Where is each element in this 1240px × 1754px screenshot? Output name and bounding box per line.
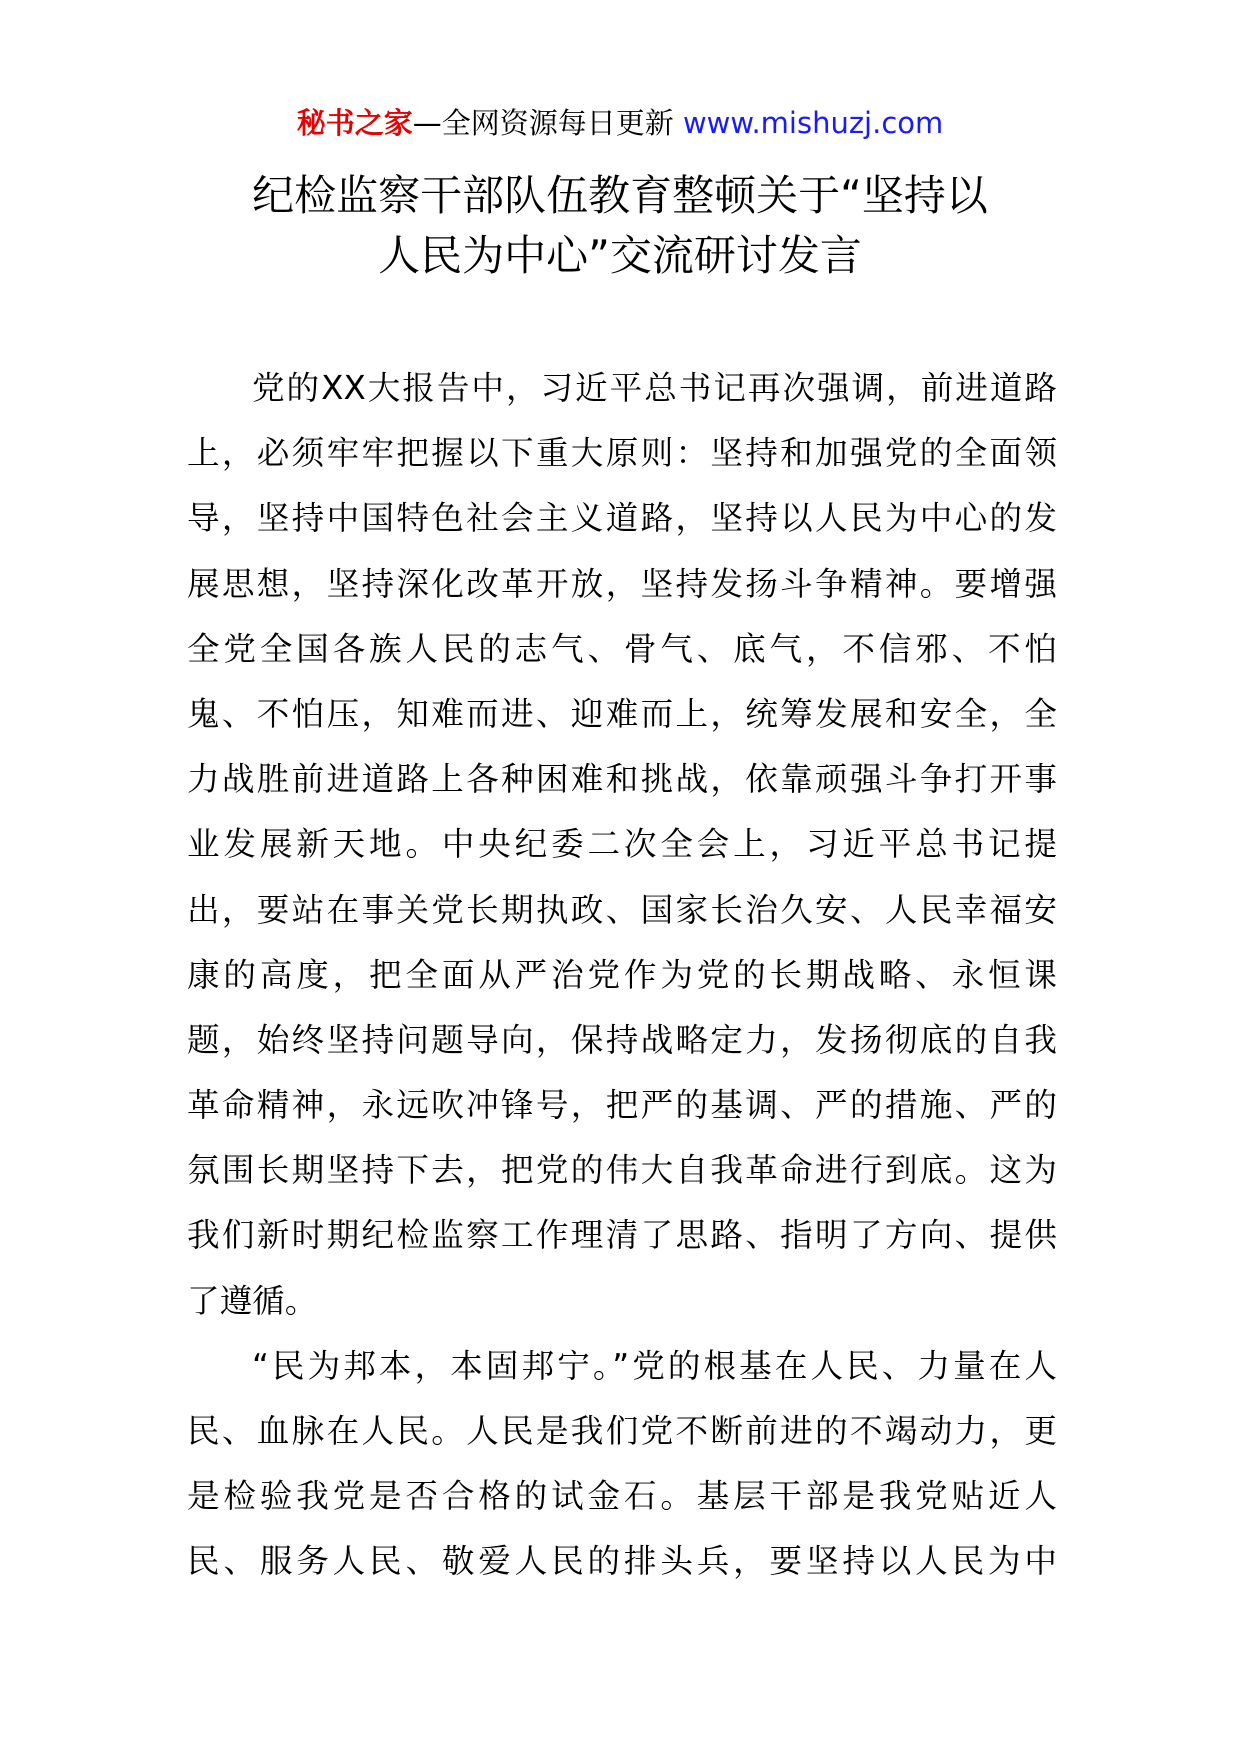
paragraph-line: 出，要站在事关党长期执政、国家长治久安、人民幸福安 xyxy=(187,890,1057,929)
paragraph-line: 康的高度，把全面从严治党作为党的长期战略、永恒课 xyxy=(187,955,1057,994)
paragraph-line: 全党全国各族人民的志气、骨气、底气，不信邪、不怕 xyxy=(187,629,1057,668)
paragraph-line: “民为邦本，本固邦宁。”党的根基在人民、力量在人 xyxy=(252,1346,1057,1385)
paragraph-line: 展思想，坚持深化改革开放，坚持发扬斗争精神。要增强 xyxy=(187,564,1057,603)
paragraph-line: 我们新时期纪检监察工作理清了思路、指明了方向、提供 xyxy=(187,1216,1057,1255)
paragraph-2 xyxy=(187,1334,1057,1595)
paragraph-line: 导，坚持中国特色社会主义道路，坚持以人民为中心的发 xyxy=(187,499,1057,538)
header-brand: 秘书之家 xyxy=(296,106,413,140)
header-tagline: —全网资源每日更新 xyxy=(412,106,674,140)
paragraph-line: 民、服务人民、敬爱人民的排头兵，要坚持以人民为中 xyxy=(187,1542,1057,1581)
title-line: 人民为中心”交流研讨发言 xyxy=(378,231,862,280)
document-title xyxy=(160,166,1080,286)
paragraph-line: 革命精神，永远吹冲锋号，把严的基调、严的措施、严的 xyxy=(187,1086,1057,1125)
paragraph-line: 党的XX大报告中，习近平总书记再次强调，前进道路 xyxy=(252,369,1057,407)
paragraph-line: 是检验我党是否合格的试金石。基层干部是我党贴近人 xyxy=(187,1477,1057,1516)
paragraph-1 xyxy=(187,356,1057,1334)
site-header xyxy=(0,103,1240,143)
document-body xyxy=(187,356,1057,1595)
paragraph-line: 鬼、不怕压，知难而进、迎难而上，统筹发展和安全，全 xyxy=(187,694,1057,733)
paragraph-line: 业发展新天地。中央纪委二次全会上，习近平总书记提 xyxy=(187,825,1057,864)
paragraph-line: 了遵循。 xyxy=(187,1281,318,1320)
title-line: 纪检监察干部队伍教育整顿关于“坚持以 xyxy=(252,171,988,220)
header-url-link[interactable]: www.mishuzj.com xyxy=(682,106,944,140)
paragraph-line: 氛围长期坚持下去，把党的伟大自我革命进行到底。这为 xyxy=(187,1151,1057,1190)
paragraph-line: 题，始终坚持问题导向，保持战略定力，发扬彻底的自我 xyxy=(187,1020,1057,1059)
paragraph-line: 力战胜前进道路上各种困难和挑战，依靠顽强斗争打开事 xyxy=(187,760,1057,799)
paragraph-line: 民、血脉在人民。人民是我们党不断前进的不竭动力，更 xyxy=(187,1412,1057,1450)
paragraph-line: 上，必须牢牢把握以下重大原则：坚持和加强党的全面领 xyxy=(187,434,1057,473)
